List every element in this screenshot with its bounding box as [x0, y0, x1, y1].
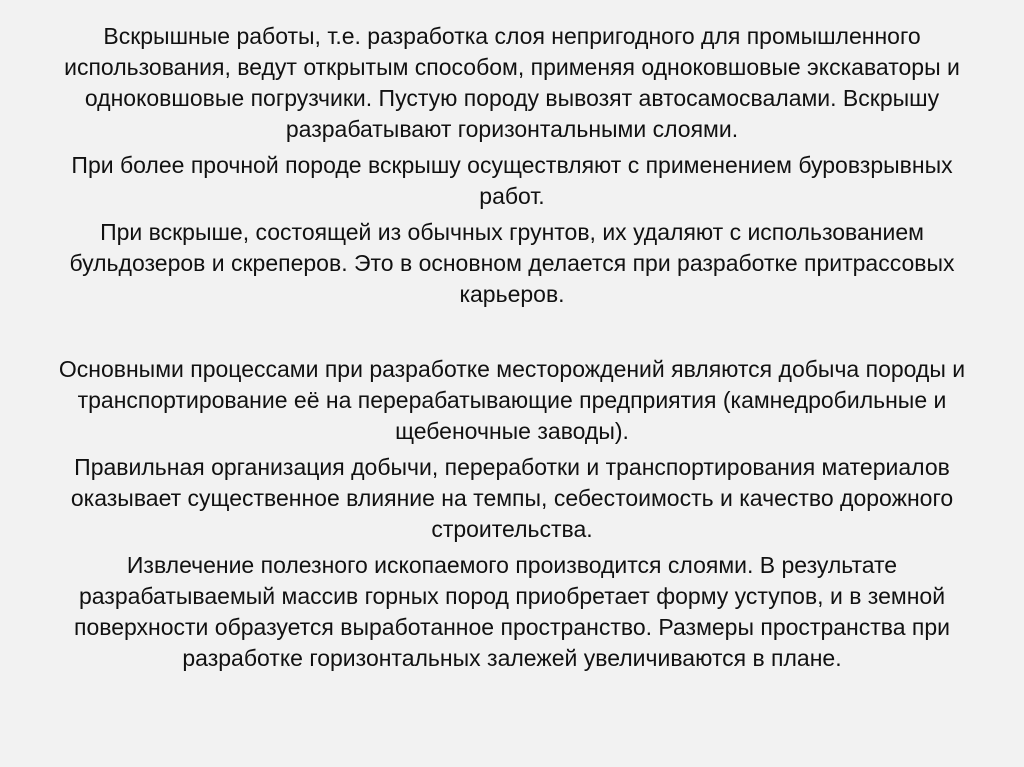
- paragraph-overburden-removal: Вскрышные работы, т.е. разработка слоя непригодного для промышленного использования, ведут открытым способом, применяя одноковшовые экскаваторы и одноковшовые погрузчики. Пустую породу вывозят автосамосвалами. Вскрышу разрабатывают горизонтальными слоями.: [64, 23, 960, 142]
- paragraph-main-processes: Основными процессами при разработке месторождений являются добыча породы и транспортирование её на перерабатывающие предприятия (камнедробильные и щебеночные заводы).: [58, 356, 966, 444]
- paragraph-blasting: При более прочной породе вскрышу осуществляют с применением буровзрывных работ.: [71, 152, 953, 209]
- text-section-extraction: [40, 354, 984, 679]
- paragraph-layer-extraction: Извлечение полезного ископаемого производится слоями. В результате разрабатываемый массив горных пород приобретает форму уступов, и в земной поверхности образуется выработанное пространство. Размеры пространства при разработке горизонтальных залежей увеличиваются в плане.: [73, 552, 951, 671]
- paragraph-organization: Правильная организация добычи, переработки и транспортирования материалов оказывает существенное влияние на темпы, себестоимость и качество дорожного строительства.: [70, 454, 954, 542]
- paragraph-bulldozers-scrapers: При вскрыше, состоящей из обычных грунтов, их удаляют с использованием бульдозеров и скреперов. Это в основном делается при разработке притрассовых карьеров.: [69, 219, 955, 307]
- text-section-overburden: [40, 21, 984, 315]
